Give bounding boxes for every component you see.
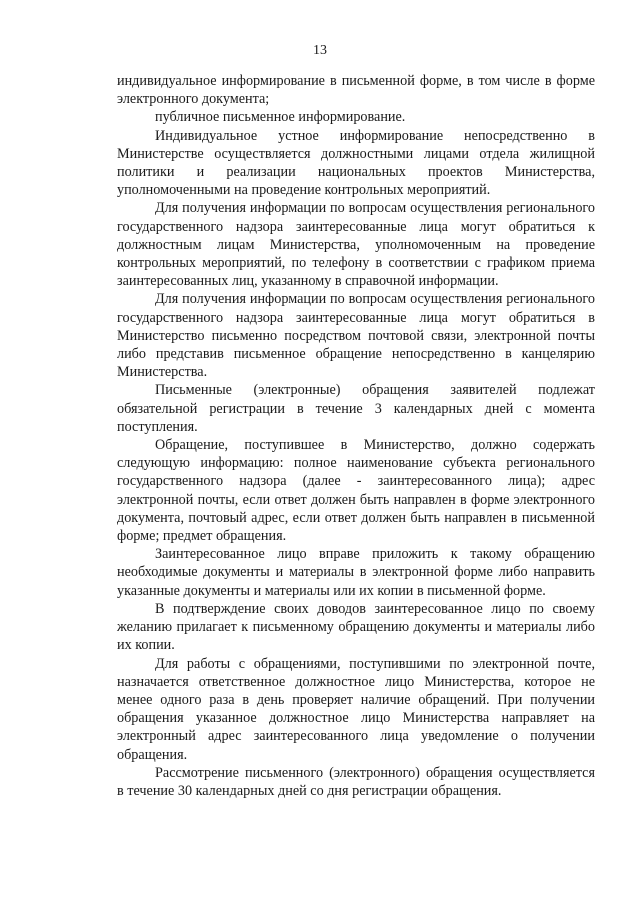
paragraph: Для работы с обращениями, поступившими по электронной почте, назначается ответственное должностное лицо Министерства, которое не менее одного раза в день проверяет наличие обращений. При получении обращения указанное должностное лицо Министерства направляет на электронный адрес заинтересованного лица уведомление о получении обращения. [117, 655, 595, 763]
paragraph: Письменные (электронные) обращения заявителей подлежат обязательной регистрации в течение 3 календарных дней с момента поступления. [117, 382, 595, 435]
paragraph: Рассмотрение письменного (электронного) обращения осуществляется в течение 30 календарных дней со дня регистрации обращения. [117, 764, 595, 799]
page-number: 13 [313, 43, 327, 58]
paragraph: Обращение, поступившее в Министерство, должно содержать следующую информацию: полное наименование субъекта регионального государственного надзора (далее - заинтересованного лица); адрес электронной почты, если ответ должен быть направлен в форме электронного документа, почтовый адрес, если ответ должен быть направлен в письменной форме; предмет обращения. [117, 437, 595, 545]
paragraph: В подтверждение своих доводов заинтересованное лицо по своему желанию прилагает к письменному обращению документы и материалы либо их копии. [117, 600, 595, 654]
paragraph: индивидуальное информирование в письменной форме, в том числе в форме электронного документа; [117, 73, 595, 108]
document-body [117, 72, 595, 800]
paragraph: Для получения информации по вопросам осуществления регионального государственного надзора заинтересованные лица могут обратиться в Министерство письменно посредством почтовой связи, электронной почты либо представив письменное обращение непосредственно в канцелярию Министерства. [117, 291, 595, 381]
paragraph: публичное письменное информирование. [155, 109, 406, 126]
paragraph: Для получения информации по вопросам осуществления регионального государственного надзора заинтересованные лица могут обратиться к должностным лицам Министерства, уполномоченным на проведение контрольных мероприятий, по телефону в соответствии с графиком приема заинтересованных лиц, указанному в справочной информации. [117, 200, 595, 290]
paragraph: Заинтересованное лицо вправе приложить к такому обращению необходимые документы и материалы в электронной форме либо направить указанные документы и материалы или их копии в письменной форме. [117, 546, 595, 599]
paragraph: Индивидуальное устное информирование непосредственно в Министерстве осуществляется должностными лицами отдела жилищной политики и реализации национальных проектов Министерства, уполномоченными на проведение контрольных мероприятий. [117, 127, 595, 199]
